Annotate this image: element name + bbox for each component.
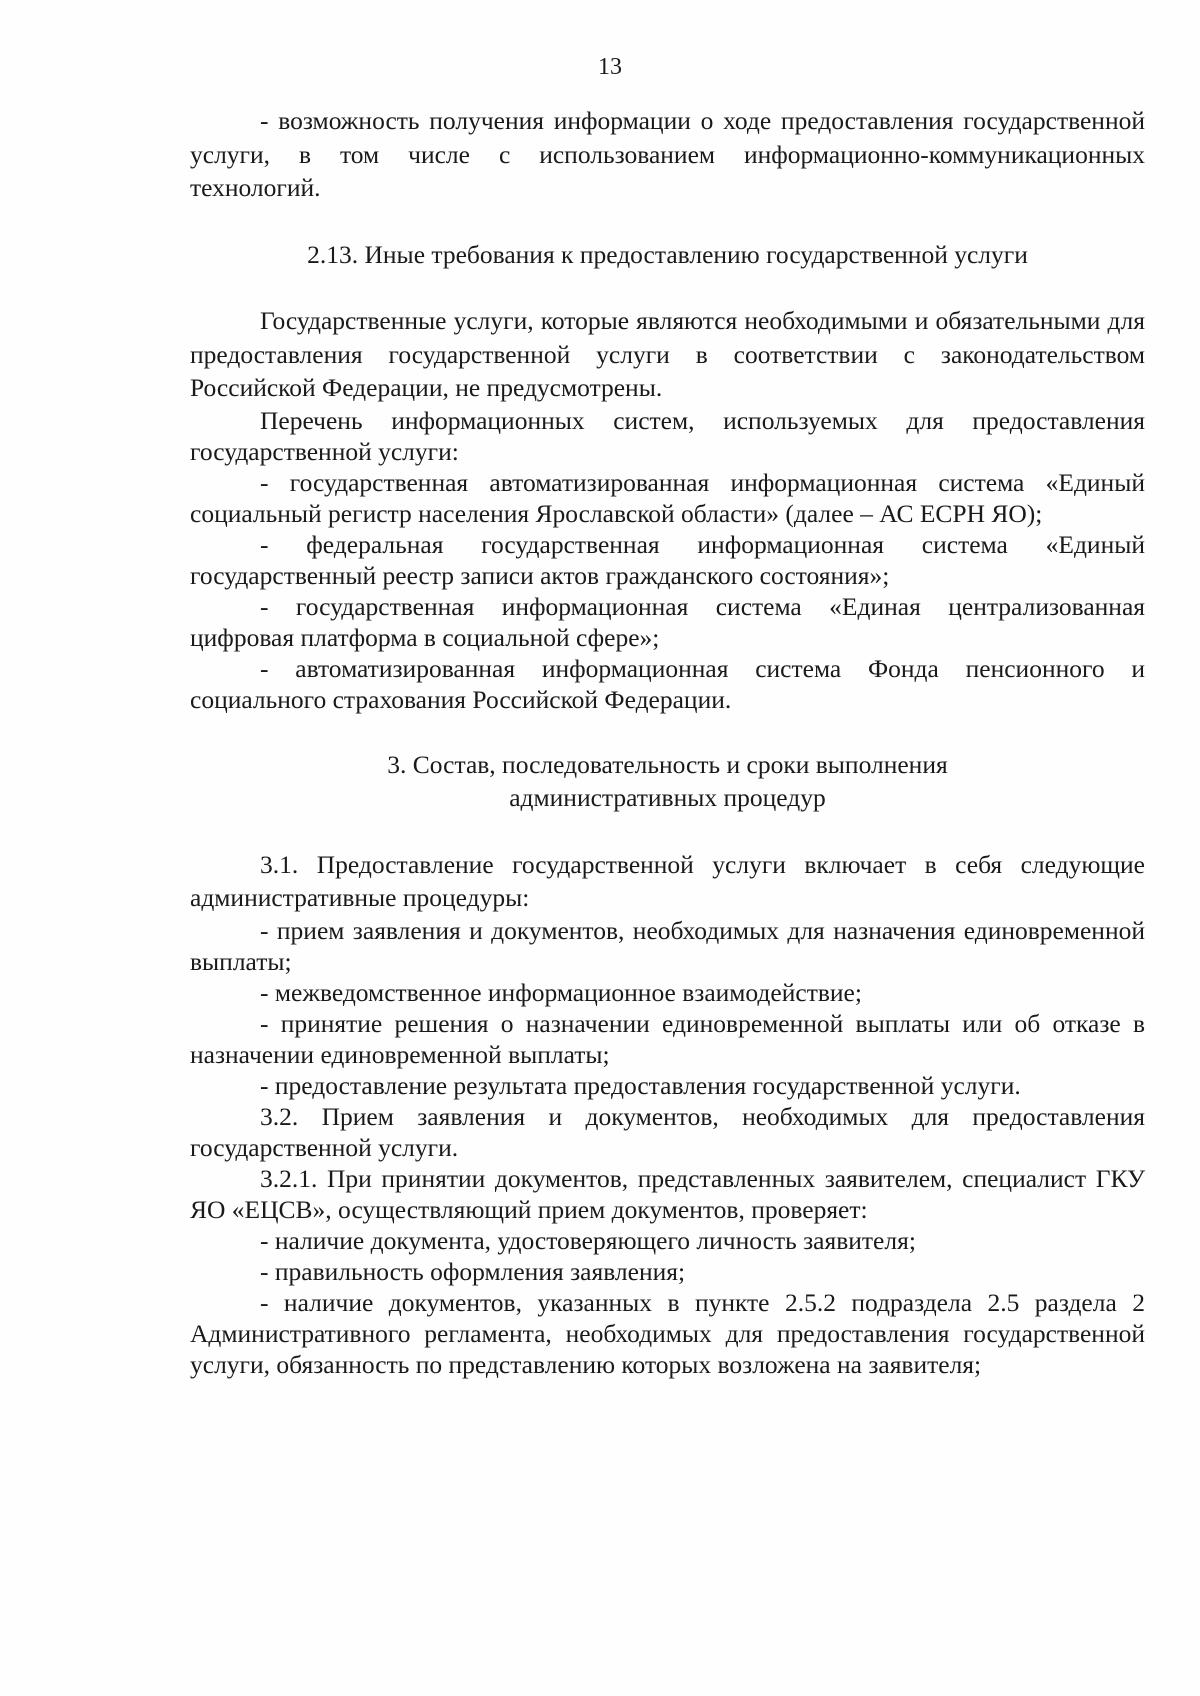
list-item-identity-document: - наличие документа, удостоверяющего личность заявителя; <box>260 1225 916 1255</box>
page-number: 13 <box>598 54 622 80</box>
list-item-decision: - принятие решения о назначении единовременной выплаты или об отказе в назначении единовременной выплаты; <box>190 1008 1145 1069</box>
list-item-application-intake: - прием заявления и документов, необходимых для назначения единовременной выплаты; <box>190 915 1145 976</box>
paragraph-info-systems-intro: Перечень информационных систем, используемых для предоставления государственной услуги: <box>190 405 1145 466</box>
list-item-feedback-possibility: - возможность получения информации о ходе предоставления государственной услуги, в том числе с использованием информационно-коммуникационных технологий. <box>190 106 1145 202</box>
document-body <box>190 104 1145 1380</box>
list-item-egr-zags: - федеральная государственная информационная система «Единый государственный реестр записи актов гражданского состояния»; <box>190 529 1145 590</box>
paragraph-3-2: 3.2. Прием заявления и документов, необходимых для предоставления государственной услуги. <box>190 1101 1145 1162</box>
list-item-required-documents: - наличие документов, указанных в пункте 2.5.2 подраздела 2.5 раздела 2 Административного регламента, необходимых для предоставления государственной услуги, обязанность по представлению которых возложена на заявителя; <box>190 1287 1145 1379</box>
paragraph-3-2-1: 3.2.1. При принятии документов, представленных заявителем, специалист ГКУ ЯО «ЕЦСВ», осуществляющий прием документов, проверяет: <box>190 1163 1145 1224</box>
list-item-result: - предоставление результата предоставления государственной услуги. <box>260 1070 1021 1100</box>
paragraph-mandatory-services: Государственные услуги, которые являются необходимыми и обязательными для предоставления государственной услуги в соответствии с законодательством Российской Федерации, не предусмотрены. <box>190 306 1145 402</box>
section-heading-2-13: 2.13. Иные требования к предоставлению государственной услуги <box>307 239 1028 269</box>
list-item-ecp-social: - государственная информационная система «Единая централизованная цифровая платформа в социальной сфере»; <box>190 591 1145 652</box>
section-heading-3-line1: 3. Состав, последовательность и сроки выполнения <box>387 749 948 779</box>
list-item-as-esrn: - государственная автоматизированная информационная система «Единый социальный регистр населения Ярославской области» (далее – АС ЕСРН ЯО); <box>190 467 1145 528</box>
list-item-sfr-system: - автоматизированная информационная система Фонда пенсионного и социального страхования Российской Федерации. <box>190 653 1145 714</box>
list-item-interagency: - межведомственное информационное взаимодействие; <box>260 977 862 1007</box>
section-heading-3-line2: административных процедур <box>509 783 826 812</box>
paragraph-3-1: 3.1. Предоставление государственной услуги включает в себя следующие административные процедуры: <box>190 849 1145 912</box>
list-item-application-correctness: - правильность оформления заявления; <box>260 1256 686 1286</box>
